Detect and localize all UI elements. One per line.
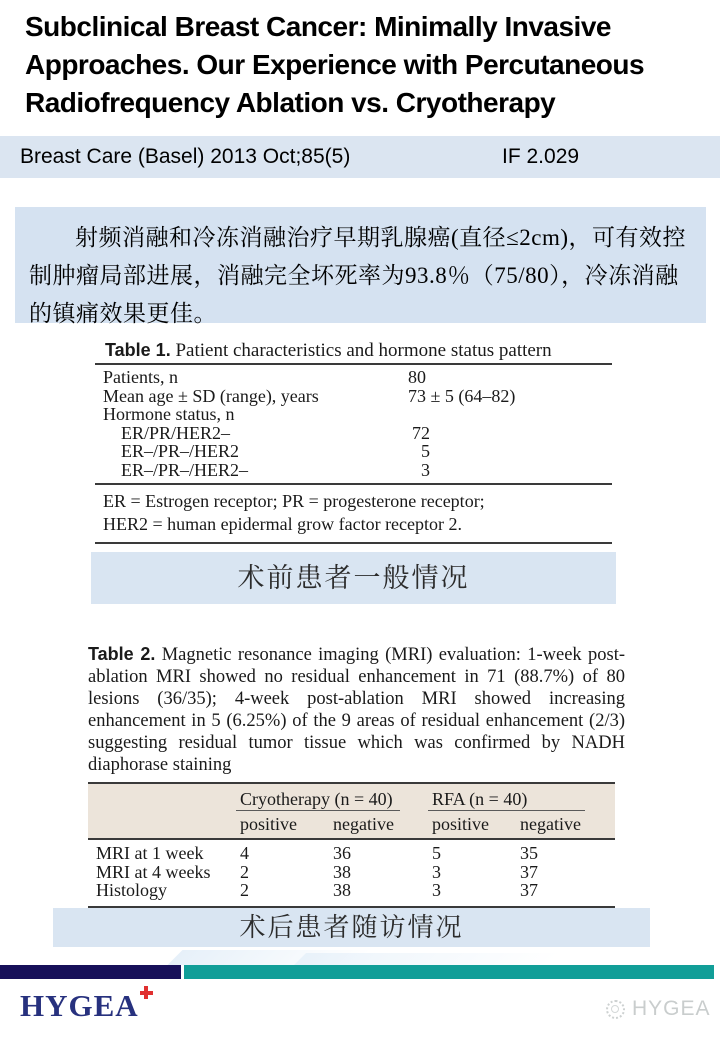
row-label: ER/PR/HER2– xyxy=(121,422,231,443)
row-label: ER–/PR–/HER2– xyxy=(121,459,249,480)
table-2-data xyxy=(88,840,615,908)
cell: 35 xyxy=(520,843,538,863)
sub-header: positive xyxy=(240,814,297,834)
summary-box xyxy=(15,207,706,326)
slide-title: Subclinical Breast Cancer: Minimally Invasive Approaches. Our Experience with Percutaneous Radiofrequency Ablation vs. Cryotherapy xyxy=(25,11,645,118)
row-label: Patients, n xyxy=(103,367,178,387)
journal-citation: Breast Care (Basel) 2013 Oct;85(5) xyxy=(20,145,351,168)
row-label: Hormone status, n xyxy=(103,404,235,424)
caption-bar-followup: 术后患者随访情况 xyxy=(53,908,650,947)
cell: 4 xyxy=(240,843,249,863)
table-1-footnote xyxy=(95,485,612,544)
cell: 37 xyxy=(520,861,538,882)
caption-bar-preop: 术前患者一般情况 xyxy=(91,552,616,604)
journal-bar xyxy=(0,136,720,178)
footer-navy-bar xyxy=(0,965,181,979)
table-row xyxy=(95,405,612,424)
footnote-line: ER = Estrogen receptor; PR = progesterone receptor; xyxy=(103,491,485,511)
row-value: 72 xyxy=(412,422,430,443)
impact-factor: IF 2.029 xyxy=(502,145,580,168)
cell: 38 xyxy=(333,880,351,900)
hygea-watermark xyxy=(606,997,711,1021)
table-row xyxy=(95,442,612,461)
table-1-caption-text: Patient characteristics and hormone status pattern xyxy=(170,340,552,361)
table-2-caption-text: Magnetic resonance imaging (MRI) evaluation: 1-week post-ablation MRI showed no residual enhancement in 71 (88.7%) of 80 lesions (36/35); 4-week post-ablation MRI showed increasing enhancement in 5 (6.25%) of the 9 areas of residual enhancement (2/3) suggesting residual tumor tissue which was confirmed by NADH diaphorase staining xyxy=(88,645,625,775)
empty-cell xyxy=(88,789,236,811)
row-value: 5 xyxy=(421,441,430,461)
summary-text: 射频消融和冷冻消融治疗早期乳腺癌(直径≤2cm)，可有效控制肿瘤局部进展，消融完全坏死率为93.8％（75/80），冷冻消融的镇痛效果更佳。 xyxy=(29,225,687,326)
group-header-rfa: RFA (n = 40) xyxy=(428,789,585,811)
row-value: 80 xyxy=(408,367,426,387)
cell: 36 xyxy=(333,843,351,863)
table-row xyxy=(88,881,615,900)
row-label: Mean age ± SD (range), years xyxy=(103,385,319,406)
red-cross-icon xyxy=(140,986,153,999)
cell: 37 xyxy=(520,880,538,900)
cell: 3 xyxy=(432,880,441,900)
globe-icon xyxy=(606,1000,625,1019)
cell: 2 xyxy=(240,861,249,882)
row-label: Histology xyxy=(96,880,168,900)
table-2 xyxy=(88,643,625,908)
table-1 xyxy=(95,340,612,544)
group-header-cryotherapy: Cryotherapy (n = 40) xyxy=(236,789,400,811)
sub-header: negative xyxy=(333,814,394,834)
table-row xyxy=(95,461,612,480)
row-label: ER–/PR–/HER2 xyxy=(121,441,240,461)
table-row xyxy=(88,844,615,863)
decorative-streak xyxy=(294,953,561,965)
table-2-caption-label: Table 2. xyxy=(88,644,156,664)
table-1-body xyxy=(95,363,612,485)
sub-header: negative xyxy=(520,814,581,834)
table-2-caption xyxy=(88,643,625,776)
cell: 2 xyxy=(240,880,249,900)
table-row xyxy=(88,863,615,882)
hygea-logo xyxy=(20,988,139,1024)
table-row xyxy=(95,424,612,443)
watermark-text: HYGEA xyxy=(632,997,711,1020)
sub-header: positive xyxy=(432,814,489,834)
footer-teal-bar xyxy=(184,965,714,979)
row-value: 3 xyxy=(421,459,430,480)
cell: 5 xyxy=(432,843,441,863)
hygea-logo-text: HYGEA xyxy=(20,988,139,1023)
empty-cell xyxy=(88,814,236,834)
table-2-header xyxy=(88,782,615,840)
table-row xyxy=(95,368,612,387)
cell: 3 xyxy=(432,861,441,882)
table-1-caption xyxy=(95,340,612,361)
table-2-grid xyxy=(88,782,615,908)
table-row xyxy=(95,387,612,406)
table-1-caption-label: Table 1. xyxy=(105,340,171,360)
cell: 38 xyxy=(333,861,351,882)
row-label: MRI at 1 week xyxy=(96,843,204,863)
footnote-line: HER2 = human epidermal grow factor receptor 2. xyxy=(103,514,463,534)
row-label: MRI at 4 weeks xyxy=(96,861,211,882)
row-value: 73 ± 5 (64–82) xyxy=(408,385,516,406)
